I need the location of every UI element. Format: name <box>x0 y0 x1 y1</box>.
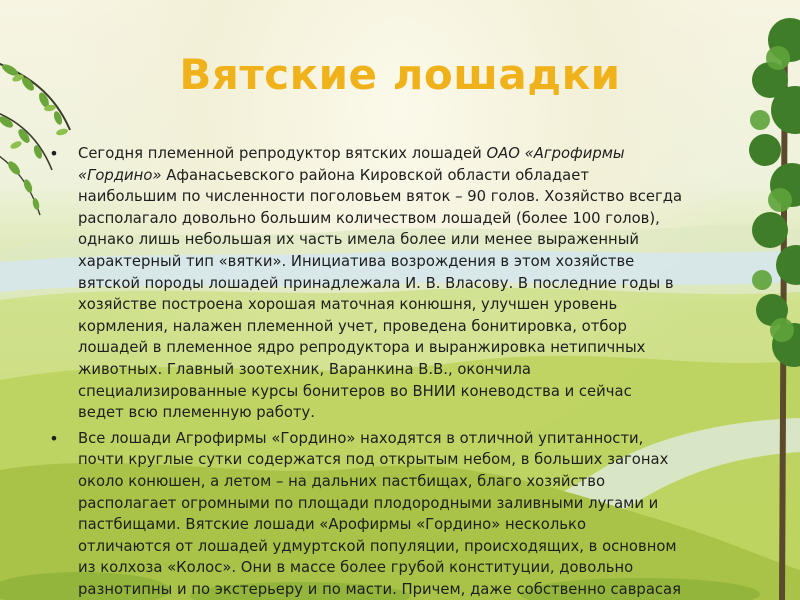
text-line <box>78 514 753 536</box>
text-line <box>78 273 753 295</box>
text-segment: Сегодня племенной репродуктор вятских лошадей <box>78 145 487 162</box>
text-line <box>78 471 753 493</box>
text-segment: из колхоза «Колос». Они в массе более грубой конституции, довольно <box>78 559 634 577</box>
text-line <box>78 402 753 424</box>
text-line <box>78 381 753 403</box>
italic-text: ОАО «Агрофирмы <box>486 145 625 162</box>
text-line <box>78 165 753 187</box>
text-segment: почти круглые сутки содержатся под открытым небом, в больших загонах <box>78 451 669 469</box>
text-line <box>78 229 753 251</box>
text-segment: Все лошади Агрофирмы «Гордино» находятся в отличной упитанности, <box>78 429 644 447</box>
text-segment: лошадей в племенное ядро репродуктора и выранжировка нетипичных <box>78 339 646 357</box>
text-segment: ведет всю племенную работу. <box>78 404 315 422</box>
text-segment: располагало довольно большим количеством лошадей (более 100 голов), <box>78 209 660 227</box>
text-segment: отличаются от лошадей удмуртской популяции, происходящих, в основном <box>78 537 677 555</box>
text-line <box>78 579 753 600</box>
text-segment: пастбищами. Вятские лошади «Арофирмы «Гордино» несколько <box>78 516 587 534</box>
text-segment: животных. Главный зоотехник, Варанкина В.В., окончила <box>78 360 531 378</box>
bullet-paragraph <box>48 143 753 424</box>
text-segment: около конюшен, а летом – на дальних пастбищах, благо хозяйство <box>78 472 606 490</box>
text-line <box>78 186 753 208</box>
text-segment: вятской породы лошадей принадлежала И. В. Власову. В последние годы в <box>78 274 674 292</box>
text-line <box>78 557 753 579</box>
slide-title: Вятские лошадки <box>179 50 621 99</box>
text-segment: хозяйстве построена хорошая маточная конюшня, улучшен уровень <box>78 296 618 314</box>
italic-text: «Гордино» <box>78 166 162 184</box>
text-line <box>78 493 753 515</box>
text-line <box>78 316 753 338</box>
text-line <box>78 449 753 471</box>
text-segment: наибольшим по численности поголовьем вяток – 90 голов. Хозяйство всегда <box>78 188 683 206</box>
text-segment: кормления, налажен племенной учет, проведена бонитировка, отбор <box>78 317 627 335</box>
bullet-icon: • <box>49 428 59 448</box>
text-line <box>78 143 753 165</box>
text-line <box>78 251 753 273</box>
text-line <box>78 294 753 316</box>
text-line <box>78 337 753 359</box>
text-line <box>78 359 753 381</box>
text-segment: характерный тип «вятки». Инициатива возрождения в этом хозяйстве <box>78 252 635 270</box>
text-segment: разнотипны и по экстерьеру и по масти. Причем, даже собственно саврасая <box>78 580 681 598</box>
text-segment: специализированные курсы бонитеров во ВНИИ коневодства и сейчас <box>78 382 632 400</box>
text-line <box>78 536 753 558</box>
text-segment: однако лишь небольшая их часть имела более или менее выраженный <box>78 231 640 249</box>
bullet-paragraph <box>48 428 753 600</box>
text-segment: Афанасьевского района Кировской области обладает <box>161 166 589 184</box>
text-segment: располагает огромными по площади плодородными заливными лугами и <box>78 494 659 512</box>
text-line <box>78 428 753 450</box>
text-line <box>78 208 753 230</box>
slide-body <box>48 143 753 600</box>
bullet-icon: • <box>49 144 59 163</box>
